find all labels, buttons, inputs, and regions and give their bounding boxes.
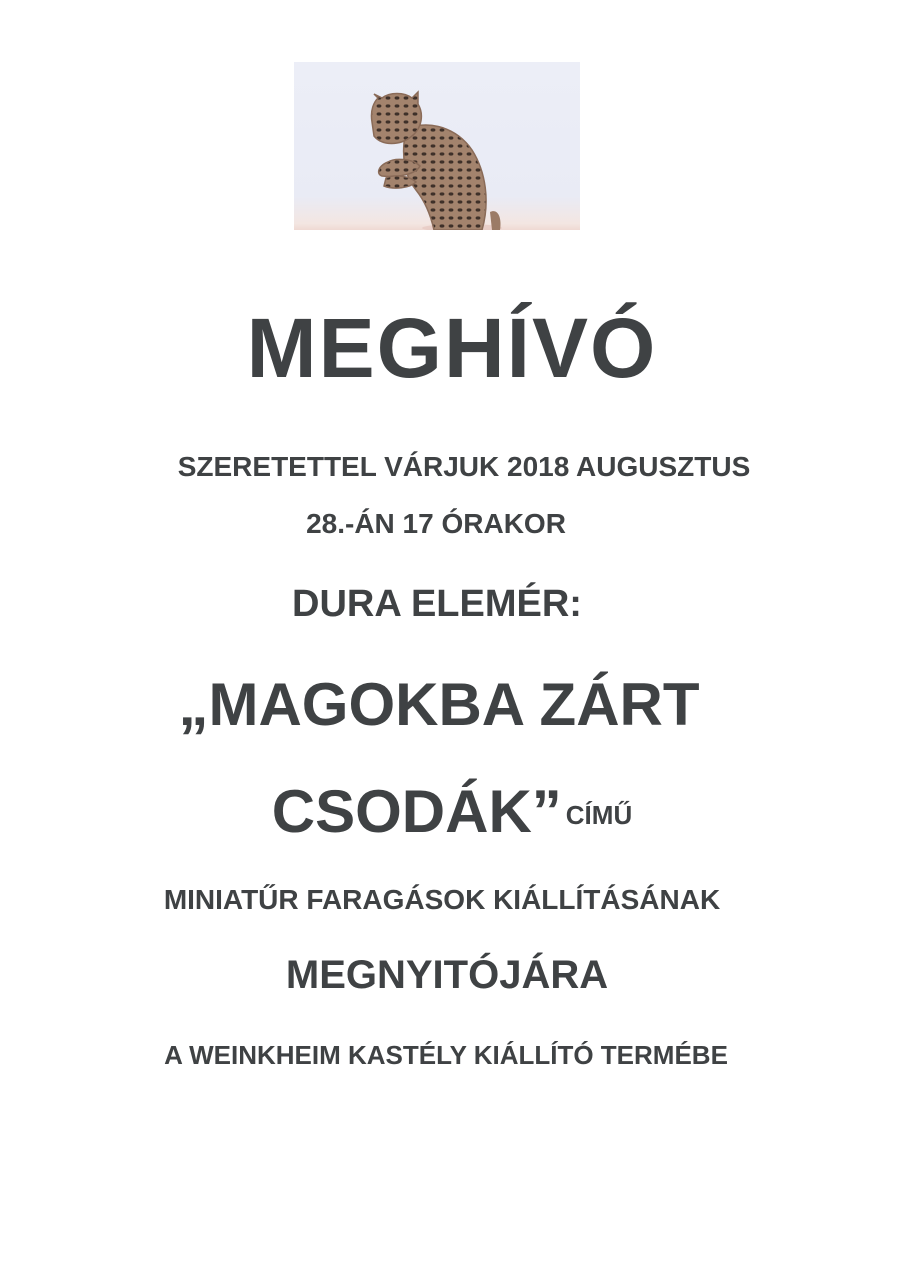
venue-line: A WEINKHEIM KASTÉLY KIÁLLÍTÓ TERMÉBE [164, 1040, 728, 1070]
artist-name: DURA ELEMÉR: [292, 583, 582, 625]
titled-word: CÍMŰ [565, 800, 633, 830]
invitation-title: MEGHÍVÓ [246, 301, 658, 395]
exhibition-title-part1: „MAGOKBA ZÁRT [178, 671, 700, 738]
time-line: 28.-ÁN 17 ÓRAKOR [306, 508, 566, 539]
opening-word: MEGNYITÓJÁRA [285, 953, 609, 997]
exhibition-description: MINIATŰR FARAGÁSOK KIÁLLÍTÁSÁNAK [163, 884, 721, 915]
exhibition-title-part2: CSODÁK” [271, 778, 562, 845]
cat-carving-photo [294, 62, 580, 230]
carved-cat-figurine-icon [294, 62, 580, 230]
welcome-date-line: SZERETETTEL VÁRJUK 2018 AUGUSZTUS [177, 451, 751, 482]
exhibition-title-part2-row [0, 777, 904, 850]
